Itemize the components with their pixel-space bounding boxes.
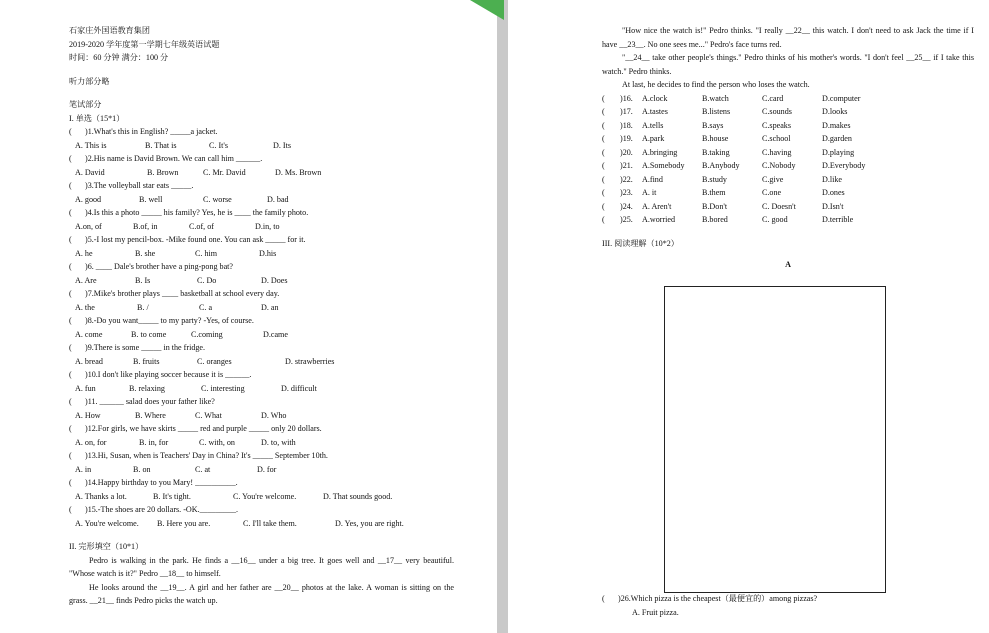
- mc-question: [69, 287, 454, 301]
- mc-question: [69, 152, 454, 166]
- option-row: [69, 436, 454, 450]
- option: A. This is: [75, 140, 107, 150]
- question-26: [602, 592, 974, 619]
- question-text: )4.Is this a photo _____ his family? Yes, he is ____ the family photo.: [85, 208, 309, 217]
- option: B. Is: [135, 275, 151, 285]
- question-text: )6. ____ Dale's brother have a ping-pong bat?: [85, 262, 233, 271]
- answer-paren: (: [602, 134, 605, 143]
- option: A.tastes: [642, 107, 668, 116]
- option: D.like: [822, 174, 843, 184]
- option: D. Ms. Brown: [275, 167, 322, 177]
- mc-question: [69, 233, 454, 247]
- option: C. Mr. David: [203, 167, 246, 177]
- left-page-content: [69, 24, 454, 608]
- option: C. with, on: [199, 437, 235, 447]
- answer-paren: (: [69, 289, 72, 298]
- mc-question: [69, 179, 454, 193]
- option: B.watch: [702, 93, 729, 103]
- option: C. at: [195, 464, 211, 474]
- option: A.Somebody: [642, 161, 685, 170]
- option: A.worried: [642, 215, 676, 224]
- cloze-question-list: [602, 92, 974, 227]
- answer-paren: (: [602, 93, 605, 103]
- question-text: )13.Hi, Susan, when is Teachers' Day in China? It's _____ September 10th.: [85, 451, 328, 460]
- question-number: )20.: [620, 147, 633, 157]
- exam-title: 2019-2020 学年度第一学期七年级英语试题: [69, 39, 220, 49]
- answer-paren: (: [69, 235, 72, 244]
- answer-paren: (: [69, 478, 72, 487]
- question-number: )25.: [620, 215, 633, 224]
- option: C.one: [762, 188, 782, 197]
- question-number: )24.: [620, 201, 633, 211]
- cloze-question: [602, 132, 974, 146]
- question-number: )16.: [620, 93, 633, 103]
- option: B.Anybody: [702, 161, 740, 170]
- option: B.says: [702, 120, 724, 130]
- option-row: [69, 166, 454, 180]
- option: C. oranges: [197, 356, 232, 366]
- option: A. Thanks a lot.: [75, 491, 127, 501]
- option: D.Everybody: [822, 161, 866, 170]
- question-text: )8.-Do you want_____ to my party? -Yes, of course.: [85, 316, 254, 325]
- option: C.Nobody: [762, 161, 796, 170]
- option: A.bringing: [642, 147, 678, 157]
- option: A. Aren't: [642, 201, 672, 211]
- option: D. That sounds good.: [323, 491, 393, 501]
- option: D.his: [259, 248, 277, 258]
- mc-question: [69, 341, 454, 355]
- answer-paren: (: [69, 343, 72, 352]
- answer-paren: (: [602, 107, 605, 116]
- answer-paren: (: [602, 161, 605, 170]
- question-text: )9.There is some _____ in the fridge.: [85, 343, 206, 352]
- cloze-paragraph: He looks around the __19__. A girl and her father are __20__ photos at the lake. A woman is sitting on the grass. __21__ finds Pedro picks the watch up.: [69, 582, 454, 605]
- cloze-question: [602, 92, 974, 106]
- option-row: [69, 328, 454, 342]
- question-text: )3.The volleyball star eats _____.: [85, 181, 194, 190]
- section2-title: II. 完形填空（10*1）: [69, 542, 144, 551]
- option-row: [69, 139, 454, 153]
- answer-paren: (: [69, 181, 72, 190]
- option: A. How: [75, 410, 101, 420]
- option: B.study: [702, 174, 727, 184]
- option: D. an: [261, 302, 279, 312]
- answer-paren: (: [602, 594, 605, 603]
- reading-image-frame: [664, 286, 886, 593]
- option-row: [69, 382, 454, 396]
- option: C. What: [195, 410, 222, 420]
- question-number: )22.: [620, 174, 633, 184]
- mc-question: [69, 314, 454, 328]
- option-row: [69, 517, 454, 531]
- question-text: )1.What's this in English? _____a jacket.: [85, 127, 218, 136]
- answer-paren: (: [69, 262, 72, 271]
- option: D.garden: [822, 134, 852, 143]
- cloze-question: [602, 146, 974, 160]
- right-page-content: [602, 24, 974, 272]
- option: B.listens: [702, 107, 731, 116]
- cloze-question: [602, 213, 974, 227]
- question-number: )19.: [620, 134, 633, 143]
- answer-paren: (: [69, 154, 72, 163]
- question-text: )7.Mike's brother plays ____ basketball at school every day.: [85, 289, 280, 298]
- option: B. relaxing: [129, 383, 165, 393]
- cloze-question: [602, 105, 974, 119]
- answer-paren: (: [602, 201, 605, 211]
- option: A.park: [642, 134, 665, 143]
- option: D.came: [263, 329, 288, 339]
- option-row: [69, 274, 454, 288]
- option: B. to come: [131, 329, 167, 339]
- option: A. come: [75, 329, 103, 339]
- option: B. /: [137, 302, 149, 312]
- option: B. Brown: [147, 167, 179, 177]
- option: C.coming: [191, 329, 223, 339]
- option: A.clock: [642, 93, 668, 103]
- question-text: )5.-I lost my pencil-box. -Mike found one. You can ask _____ for it.: [85, 235, 306, 244]
- option: C. Doesn't: [762, 201, 796, 211]
- option: C.give: [762, 174, 784, 184]
- mc-question: [69, 449, 454, 463]
- cloze-question: [602, 119, 974, 133]
- question-text: )11. ______ salad does your father like?: [85, 397, 215, 406]
- option: D. to, with: [261, 437, 296, 447]
- option: A. he: [75, 248, 93, 258]
- option: D. bad: [267, 194, 289, 204]
- answer-paren: (: [69, 316, 72, 325]
- option: A. good: [75, 194, 102, 204]
- answer-paren: (: [69, 424, 72, 433]
- option: A. the: [75, 302, 95, 312]
- option: D. Who: [261, 410, 287, 420]
- page-corner-marker: [470, 0, 504, 20]
- option: A.find: [642, 174, 663, 184]
- option: B.of, in: [133, 221, 158, 231]
- mc-question-list: [69, 125, 454, 530]
- written-title: 笔试部分: [69, 100, 102, 109]
- listening-note: 听力部分略: [69, 76, 110, 86]
- mc-question: [69, 260, 454, 274]
- option: A. on, for: [75, 437, 107, 447]
- option: A. bread: [75, 356, 103, 366]
- answer-paren: (: [602, 120, 605, 130]
- school-name: 石家庄外国语教育集团: [69, 26, 150, 35]
- option: D.ones: [822, 188, 845, 197]
- option: B. That is: [145, 140, 177, 150]
- option: C. him: [195, 248, 218, 258]
- question-number: )21.: [620, 161, 633, 170]
- option: D. Yes, you are right.: [335, 518, 404, 528]
- mc-question: [69, 476, 454, 490]
- mc-question: [69, 368, 454, 382]
- question-text: )10.I don't like playing soccer because it is ______.: [85, 370, 252, 379]
- question-number: )17.: [620, 107, 633, 116]
- option: C. a: [199, 302, 213, 312]
- option: D. difficult: [281, 383, 317, 393]
- option: A.tells: [642, 120, 664, 130]
- option: B. in, for: [139, 437, 169, 447]
- option: B. she: [135, 248, 156, 258]
- option: C. interesting: [201, 383, 245, 393]
- cloze-question: [602, 173, 974, 187]
- question-text: )15.-The shoes are 20 dollars. -OK._________.: [85, 505, 239, 514]
- cloze-paragraph: At last, he decides to find the person who loses the watch.: [622, 80, 810, 89]
- option: A. You're welcome.: [75, 518, 139, 528]
- mc-question: [69, 422, 454, 436]
- option: B.them: [702, 188, 726, 197]
- mc-question: [69, 206, 454, 220]
- answer-paren: (: [602, 174, 605, 184]
- option: A. in: [75, 464, 92, 474]
- right-page: [508, 0, 989, 633]
- cloze-paragraph: "__24__ take other people's things." Pedro thinks of his mother's words. "I don't feel __25__ if I take this watch." Pedro thinks.: [602, 53, 974, 76]
- option: D.looks: [822, 107, 848, 116]
- question-26-text: )26.Which pizza is the cheapest（最便宜的）among pizzas?: [618, 594, 818, 603]
- cloze-question: [602, 200, 974, 214]
- question-text: )14.Happy birthday to you Mary! __________.: [85, 478, 238, 487]
- page-gutter: [497, 0, 508, 633]
- option: D.playing: [822, 147, 855, 157]
- answer-paren: (: [602, 215, 605, 224]
- option: B.taking: [702, 147, 730, 157]
- mc-question: [69, 395, 454, 409]
- option: D. Its: [273, 140, 291, 150]
- option: D. strawberries: [285, 356, 335, 366]
- option: B.bored: [702, 215, 728, 224]
- section3-title: III. 阅读理解（10*2）: [602, 238, 679, 248]
- option-row: [69, 247, 454, 261]
- option-row: [69, 301, 454, 315]
- question-text: )12.For girls, we have skirts _____ red and purple _____ only 20 dollars.: [85, 424, 322, 433]
- question-text: )2.His name is David Brown. We can call him ______.: [85, 154, 263, 163]
- question-26-option-a: A. Fruit pizza.: [632, 607, 679, 617]
- option-row: [69, 193, 454, 207]
- question-number: )18.: [620, 120, 633, 130]
- option: C. Do: [197, 275, 217, 285]
- cloze-paragraph: Pedro is walking in the park. He finds a __16__ under a big tree. It goes well and __17__ very beautiful. "Whose watch is it?" Pedro __18__ to himself.: [69, 555, 454, 578]
- option: C. worse: [203, 194, 232, 204]
- answer-paren: (: [69, 505, 72, 514]
- mc-question: [69, 503, 454, 517]
- cloze-question: [602, 159, 974, 173]
- option: A. fun: [75, 383, 96, 393]
- option: C.of, of: [189, 221, 214, 231]
- option: B. It's tight.: [153, 491, 191, 501]
- cloze-question: [602, 186, 974, 200]
- question-number: )23.: [620, 188, 633, 197]
- answer-paren: (: [602, 188, 605, 197]
- option: D. for: [257, 464, 277, 474]
- option-row: [69, 463, 454, 477]
- option: C.sounds: [762, 107, 792, 116]
- option: A. it: [642, 188, 657, 197]
- option: B. well: [139, 194, 163, 204]
- option-row: [69, 355, 454, 369]
- answer-paren: (: [69, 208, 72, 217]
- option: C. good: [762, 215, 788, 224]
- option: B. Where: [135, 410, 166, 420]
- option: B.Don't: [702, 201, 728, 211]
- option: A. Are: [75, 275, 97, 285]
- option: D. Does: [261, 275, 288, 285]
- option: B. fruits: [133, 356, 160, 366]
- passage-label: A: [785, 260, 791, 269]
- option: C.speaks: [762, 120, 791, 130]
- option: B. on: [133, 464, 151, 474]
- section1-title: I. 单选（15*1）: [69, 113, 125, 123]
- option: A.on, of: [75, 221, 102, 231]
- option: D.computer: [822, 93, 861, 103]
- option: D.makes: [822, 120, 851, 130]
- answer-paren: (: [69, 127, 72, 136]
- option: C. It's: [209, 140, 228, 150]
- option: B. Here you are.: [157, 518, 211, 528]
- answer-paren: (: [69, 397, 72, 406]
- cloze-paragraph: "How nice the watch is!" Pedro thinks. "I really __22__ this watch. I don't need to ask Jack the time if I have __23__. No one sees me..." Pedro's face turns red.: [602, 26, 974, 49]
- option: D.Isn't: [822, 201, 844, 211]
- answer-paren: (: [69, 451, 72, 460]
- option: D.terrible: [822, 215, 854, 224]
- option: D.in, to: [255, 221, 280, 231]
- option: C.card: [762, 93, 784, 103]
- answer-paren: (: [69, 370, 72, 379]
- mc-question: [69, 125, 454, 139]
- option-row: [69, 490, 454, 504]
- option: C.school: [762, 134, 791, 143]
- option: C. You're welcome.: [233, 491, 297, 501]
- option: A. David: [75, 167, 105, 177]
- option-row: [69, 409, 454, 423]
- option: C. I'll take them.: [243, 518, 297, 528]
- option-row: [69, 220, 454, 234]
- time-score: 时间：60 分钟 满分：100 分: [69, 53, 169, 62]
- answer-paren: (: [602, 147, 605, 157]
- option: B.house: [702, 134, 729, 143]
- option: C.having: [762, 147, 792, 157]
